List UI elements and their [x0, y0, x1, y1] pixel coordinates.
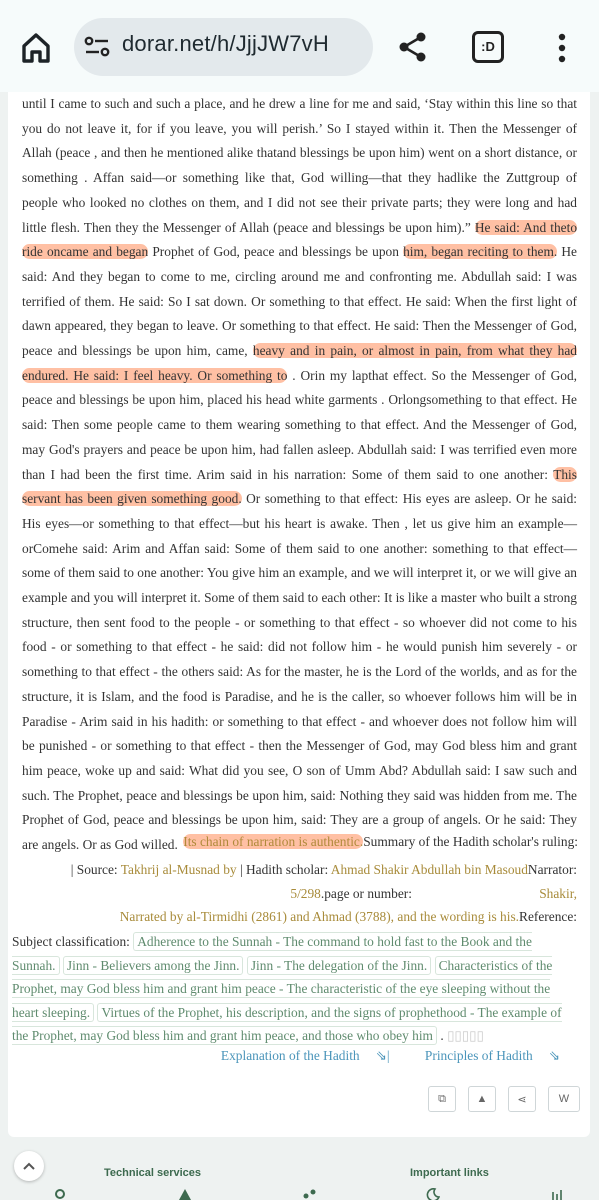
- report-button[interactable]: [468, 1086, 496, 1112]
- tune-icon[interactable]: [84, 36, 110, 58]
- subject-tag[interactable]: Virtues of the Prophet, his description, and the signs of prophethood - The example of the Prophet, may God bless him and grant him peace, and those who obey him: [12, 1004, 562, 1043]
- search-icon[interactable]: [54, 1188, 68, 1200]
- share-icon: [396, 30, 430, 64]
- home-button[interactable]: [16, 28, 56, 68]
- scholar-label: | Hadith scholar:: [236, 862, 331, 877]
- subject-tag[interactable]: Adherence to the Sunnah - The command to hold fast to the Book and the Sunnah.: [12, 934, 532, 973]
- scholar-link[interactable]: Ahmad Shakir: [330, 862, 409, 877]
- arabic-icon[interactable]: [550, 1188, 564, 1200]
- more-menu-button[interactable]: [548, 28, 576, 68]
- copy-button[interactable]: [428, 1086, 456, 1112]
- hadith-segment: . Orin my lapthat effect. So the Messenger of God, peace and blessings be upon him, placed his head white garments . Orlongsomething to that effect. He said: Then some people came to them wearing something to that effect. And the Messenger of God, may God's prayers and peace be upon him, had fallen asleep. Abdullah said: I was terrified even more than I had been the first time. Arim said in his narration: Some of them said to one another:: [22, 367, 577, 482]
- site-footer: [0, 1137, 599, 1200]
- word-export-button[interactable]: W: [548, 1086, 580, 1112]
- shakir-note: Shakir,: [539, 885, 577, 901]
- share-icon[interactable]: [302, 1188, 316, 1200]
- page-label: .page or number:: [320, 885, 412, 901]
- explanation-link-label: Explanation of the Hadith: [220, 1048, 360, 1063]
- narrator-link[interactable]: Abdullah bin Masoud: [411, 862, 528, 877]
- source-block: [12, 858, 577, 929]
- explanation-link[interactable]: Explanation of the Hadith ⇘|: [220, 1048, 390, 1063]
- link-icon: ⇘: [375, 1048, 387, 1063]
- highlight-segment: him, began reciting to them.: [403, 244, 558, 260]
- action-buttons: [428, 1086, 580, 1112]
- url-text[interactable]: dorar.net/h/JjjJW7vH: [122, 31, 329, 56]
- browser-toolbar: [0, 0, 599, 92]
- hadith-card: [8, 92, 590, 1137]
- chevron-up-icon: [22, 1161, 36, 1171]
- warning-icon: ▲: [476, 1093, 488, 1105]
- principles-link-label: Principles of Hadith: [424, 1048, 533, 1063]
- link-icon: ⇘: [548, 1048, 560, 1063]
- source-book-link[interactable]: Takhrij al-Musnad by: [120, 862, 237, 877]
- ruling-label: Summary of the Hadith scholar's ruling:: [363, 834, 578, 849]
- ruling-line: [183, 834, 578, 850]
- reference-text: Narrated by al-Tirmidhi (2861) and Ahmad (3788), and the wording is his.: [119, 909, 520, 925]
- narrator-label: Narrator:: [527, 862, 577, 877]
- address-bar[interactable]: [74, 18, 373, 76]
- subject-label: Subject classification:: [12, 934, 134, 949]
- scroll-top-button[interactable]: [14, 1151, 44, 1181]
- highlight-segment: He said: And theto ride oncame and began: [22, 219, 578, 260]
- copy-icon: ⧉: [438, 1092, 446, 1105]
- highlight-segment: heavy and in pain, or almost in pain, from what they had endured. He said: I feel heavy. Or something to: [22, 343, 577, 383]
- subject-classification: [12, 930, 580, 1048]
- tabs-button[interactable]: :D: [472, 31, 504, 63]
- page-number: 5/298: [290, 885, 321, 901]
- warning-icon[interactable]: [178, 1188, 192, 1200]
- placeholder-boxes: ▯▯▯▯▯: [447, 1028, 484, 1043]
- hadith-segment: until I came to such and such a place, and he drew a line for me and said, ‘Stay within this line so that you do not leave it, for if you leave, you will perish.’ So I stayed within it. Then the Messenger of Allah (peace , and then he mentioned alike thatand blessings be upon him) went on a short distance, or something . Affan said—or something like that, God willing—that they hadlike the Zuttgroup of people who looked no clothes on them, and I did not see their private parts; they were long and had little flesh. Then they the Messenger of Allah (peace and blessings be upon him).”: [22, 96, 577, 235]
- subject-trail: .: [440, 1028, 444, 1043]
- principles-link[interactable]: [409, 1048, 560, 1063]
- moon-icon[interactable]: [426, 1188, 440, 1200]
- more-vert-icon: [548, 28, 576, 68]
- home-icon: [16, 28, 56, 68]
- hadith-text: [22, 92, 577, 858]
- hadith-segment: Or something to that effect: His eyes are asleep. Or he said: His eyes—or something to that effect—but his heart is awake. Then , let us give him an example—orComehe said: Arim and Affan said: Some of them said to one another: something to that effect—some of them said to one another: You give him an example, and we will interpret it, or we will give an example and you will interpret it. Some of them said to each other: It is like a master who built a strong structure, then sent food to the people - or something to that effect - so whoever did not come to his food - or something to that effect - he said: did not follow him - he would punish him severely - or something to that effect - the others said: As for the master, he is the Lord of the worlds, and as for the structure, it is Islam, and the food is Paradise, and he is the caller, so whoever follows him will be in Paradise - Arim said in his hadith: or something to that effect - and whoever does not follow him will be punished - or something to that effect - then the Messenger of God, may God bless him and grant him peace, woke up and said: What did you see, O son of Umm Abd? Abdullah said: I saw such and such. The Prophet, peace and blessings be upon him, said: Nothing they said was hidden from me. The Prophet of God, peace and blessings be upon him, said: They are a group of angels. Or he said: They are angels. Or as God willed.: [22, 491, 577, 853]
- technical-services-title[interactable]: Technical services: [104, 1167, 202, 1179]
- reference-label: Reference:: [519, 909, 577, 925]
- highlight-segment: This servant has been given something good.: [22, 466, 577, 507]
- hadith-segment: He said: And they began to come to me, circling around me and confronting me. Abdullah said: I was terrified of them. He said: So I sat down. Or something to that effect. He said: When the first light of dawn appeared, they began to leave. Or something to that effect. He said: Then the Messenger of God, peace and blessings be upon him, came,: [22, 244, 577, 359]
- subject-tag[interactable]: Jinn - The delegation of the Jinn.: [247, 956, 431, 975]
- hadith-segment: Prophet of God, peace and blessings be upon: [148, 244, 404, 260]
- share-icon: ⋖: [517, 1093, 527, 1106]
- subject-tag[interactable]: Jinn - Believers among the Jinn.: [63, 956, 244, 975]
- source-label: | Source:: [70, 862, 121, 877]
- subject-tag[interactable]: Characteristics of the Prophet, may God bless him and grant him peace - The characteristic of the eye sleeping without the heart sleeping.: [12, 957, 553, 1020]
- hadith-links: [189, 1048, 560, 1064]
- share-hadith-button[interactable]: [508, 1086, 536, 1112]
- share-button[interactable]: [396, 30, 430, 64]
- important-links-title[interactable]: Important links: [410, 1167, 489, 1179]
- ruling-authentic: Its chain of narration is authentic.: [183, 834, 364, 849]
